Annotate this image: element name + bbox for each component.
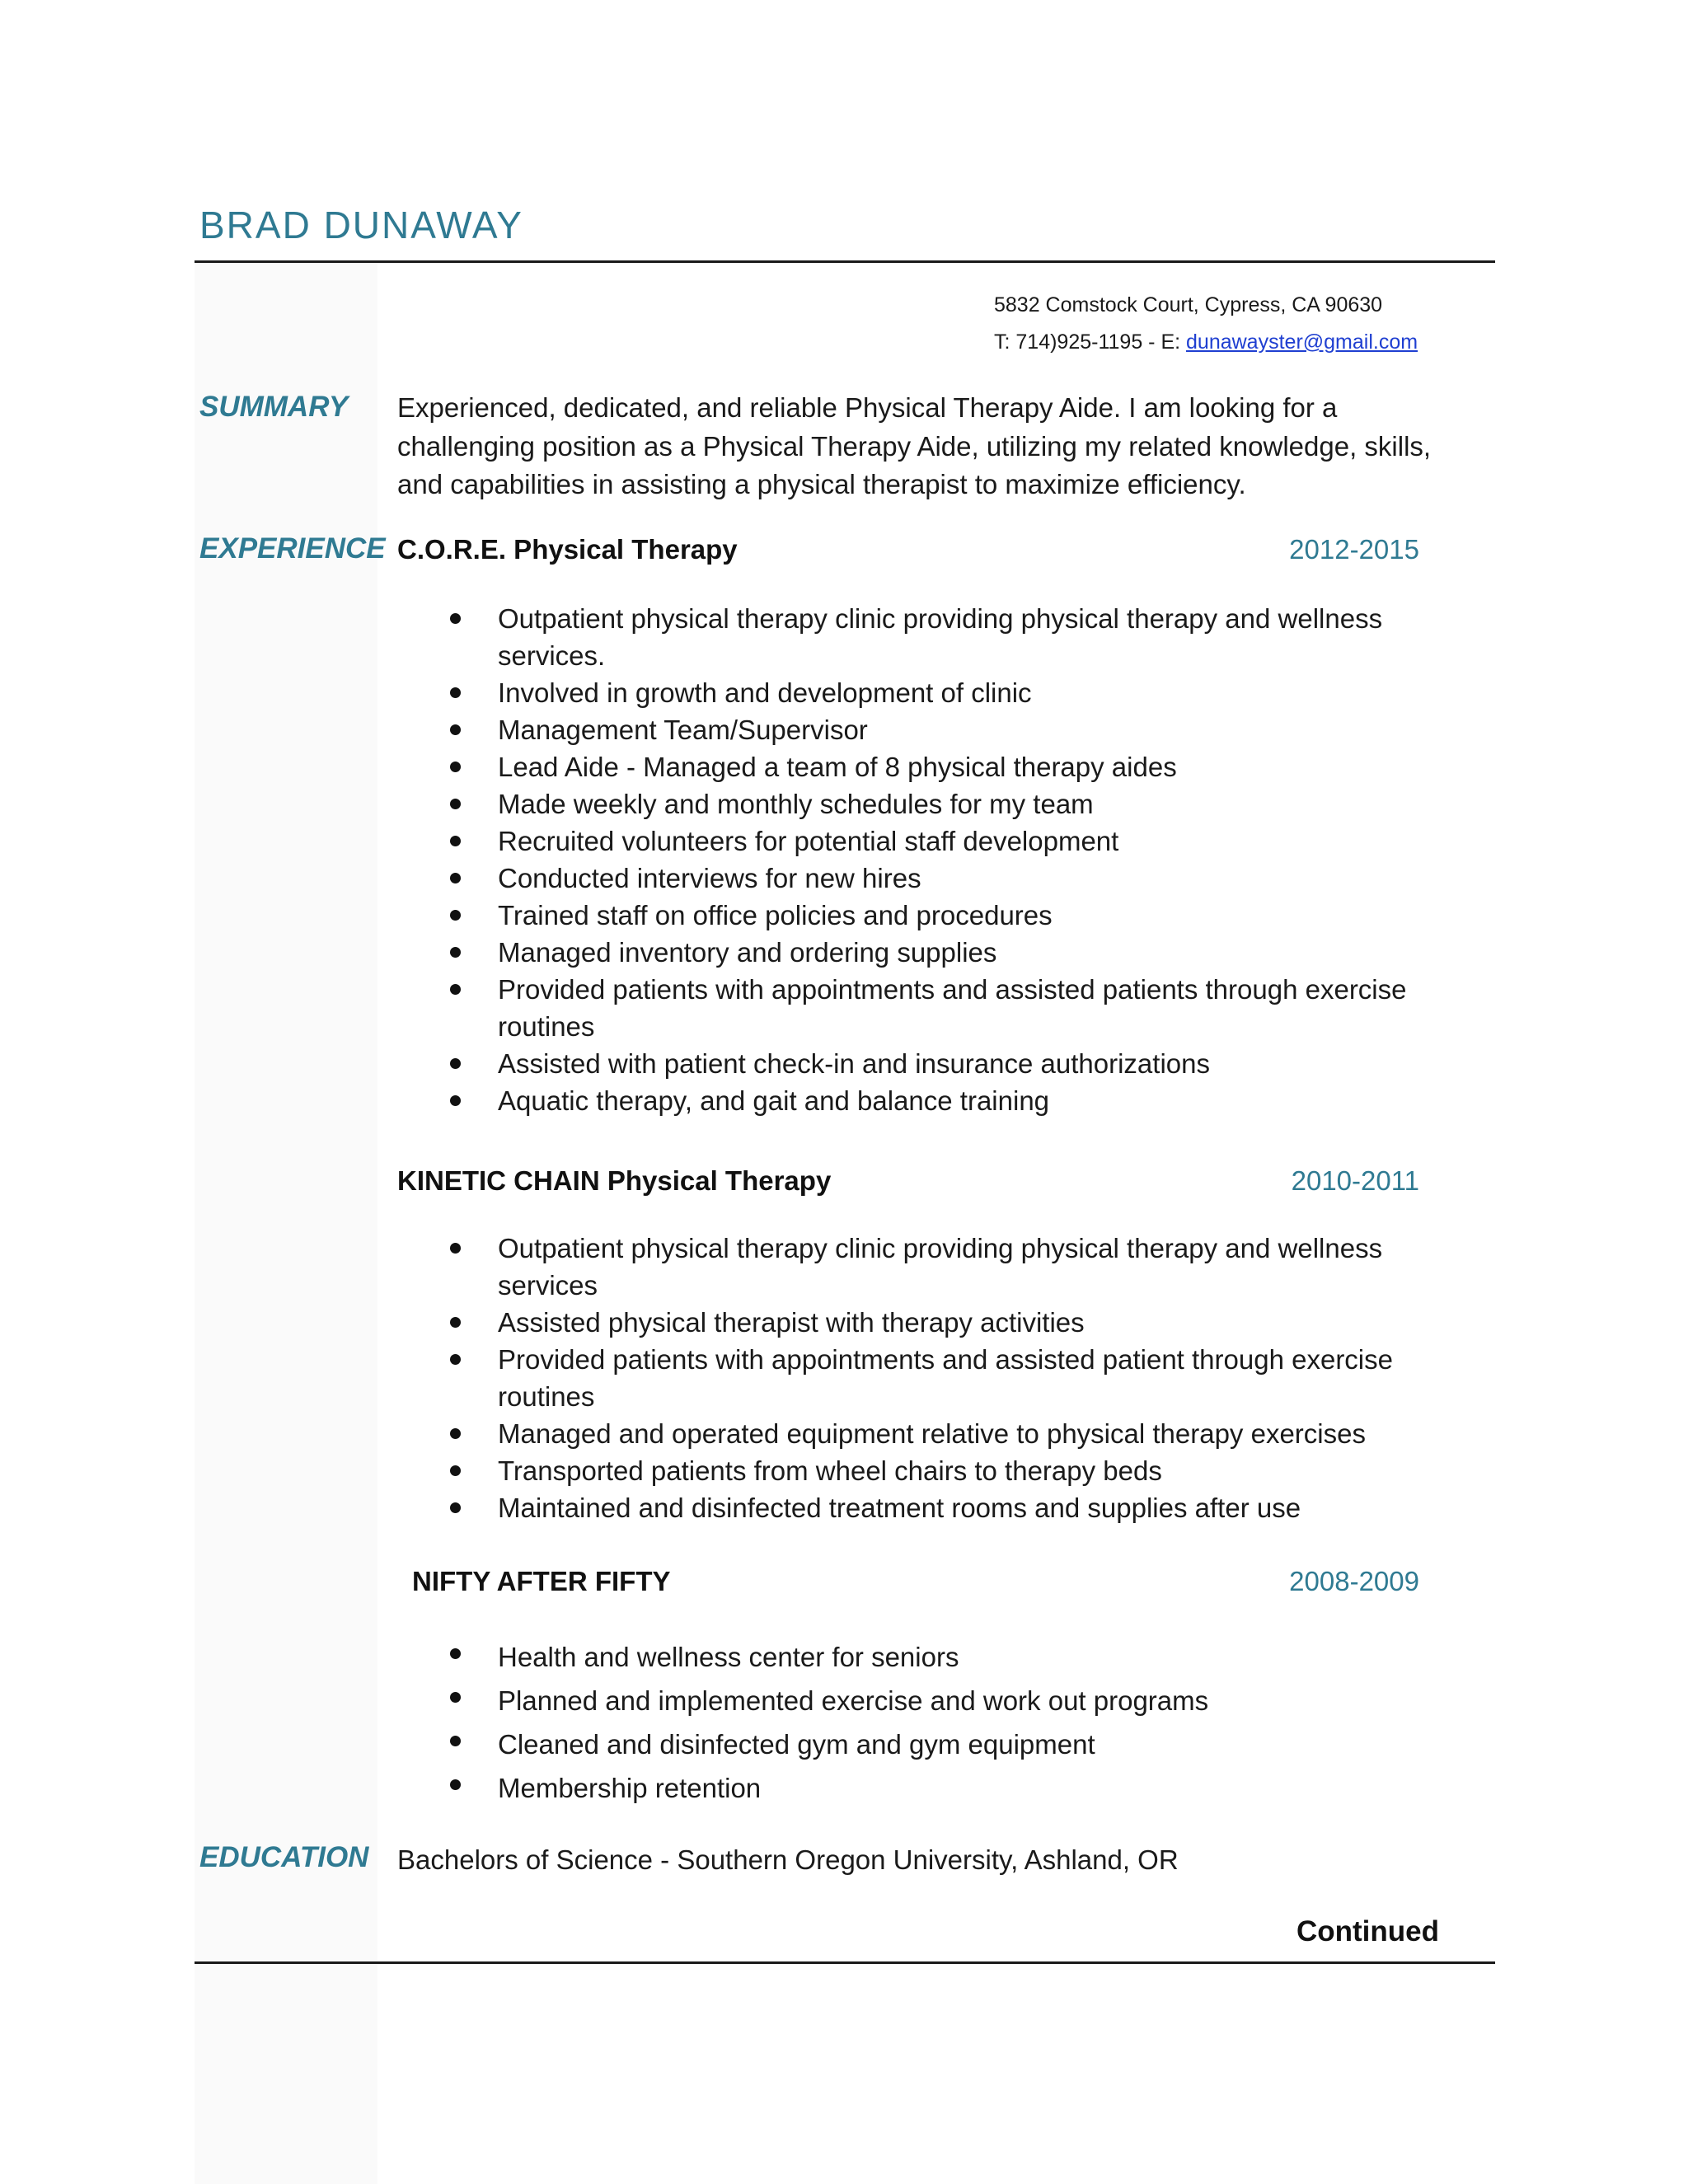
job-dates-nifty: 2008-2009: [1289, 1566, 1419, 1596]
contact-address: 5832 Comstock Court, Cypress, CA 90630: [994, 293, 1383, 316]
summary-label: SUMMARY: [199, 391, 349, 423]
bullet-icon: [450, 1428, 461, 1439]
list-item: Health and wellness center for seniors: [445, 1635, 1467, 1679]
list-item: Management Team/Supervisor: [445, 711, 1467, 748]
bullet-icon: [450, 1648, 461, 1659]
bullet-icon: [450, 910, 461, 921]
bullet-icon: [450, 1779, 461, 1790]
list-item: Managed and operated equipment relative to physical therapy exercises: [445, 1415, 1467, 1452]
bullet-icon: [450, 984, 461, 995]
bullet-icon: [450, 1058, 461, 1069]
job-bullets-kinetic: [445, 1230, 1467, 1526]
bullet-icon: [450, 724, 461, 735]
list-item: Recruited volunteers for potential staff development: [445, 823, 1467, 860]
bullet-icon: [450, 1502, 461, 1513]
list-item: Aquatic therapy, and gait and balance training: [445, 1082, 1467, 1119]
bullet-icon: [450, 687, 461, 698]
experience-label: EXPERIENCE: [199, 532, 386, 565]
list-item: Conducted interviews for new hires: [445, 860, 1467, 897]
bullet-icon: [450, 1317, 461, 1328]
job-title-core: C.O.R.E. Physical Therapy: [397, 534, 738, 565]
list-item: Assisted with patient check-in and insurance authorizations: [445, 1045, 1467, 1082]
bullet-icon: [450, 799, 461, 809]
bullet-icon: [450, 1465, 461, 1476]
list-item: Trained staff on office policies and procedures: [445, 897, 1467, 934]
list-item: Lead Aide - Managed a team of 8 physical therapy aides: [445, 748, 1467, 785]
list-item: Provided patients with appointments and assisted patient through exercise routines: [445, 1341, 1467, 1415]
list-item: Managed inventory and ordering supplies: [445, 934, 1467, 971]
list-item: Membership retention: [445, 1766, 1467, 1810]
bullet-icon: [450, 1095, 461, 1106]
list-item: Outpatient physical therapy clinic providing physical therapy and wellness services.: [445, 600, 1467, 674]
list-item: Provided patients with appointments and assisted patients through exercise routines: [445, 971, 1467, 1045]
job-dates-core: 2012-2015: [1289, 534, 1419, 565]
job-bullets-nifty: [445, 1635, 1467, 1810]
education-text: Bachelors of Science - Southern Oregon University, Ashland, OR: [397, 1844, 1179, 1875]
list-item: Outpatient physical therapy clinic providing physical therapy and wellness services: [445, 1230, 1467, 1304]
bullet-icon: [450, 947, 461, 958]
summary-text: Experienced, dedicated, and reliable Physical Therapy Aide. I am looking for a challenging position as a Physical Therapy Aide, utilizing my related knowledge, skills, and capabilities in assisting a physical therapist to maximize efficiency.: [397, 392, 1432, 499]
bullet-icon: [450, 613, 461, 624]
list-item: Transported patients from wheel chairs to therapy beds: [445, 1452, 1467, 1489]
bullet-icon: [450, 836, 461, 846]
footer-divider: [195, 1961, 1495, 1964]
continued-label: Continued: [1296, 1915, 1439, 1947]
job-dates-kinetic: 2010-2011: [1291, 1165, 1419, 1196]
list-item: Involved in growth and development of clinic: [445, 674, 1467, 711]
list-item: Maintained and disinfected treatment rooms and supplies after use: [445, 1489, 1467, 1526]
candidate-name: BRAD DUNAWAY: [199, 204, 523, 246]
job-title-nifty: NIFTY AFTER FIFTY: [412, 1566, 671, 1596]
email-link[interactable]: dunawayster@gmail.com: [1186, 330, 1418, 354]
job-bullets-core: [445, 600, 1467, 1119]
bullet-icon: [450, 1354, 461, 1365]
list-item: Cleaned and disinfected gym and gym equipment: [445, 1722, 1467, 1766]
contact-phone: T: 714)925-1195 - E:: [994, 330, 1187, 354]
list-item: Made weekly and monthly schedules for my team: [445, 785, 1467, 823]
bullet-icon: [450, 762, 461, 772]
list-item: Planned and implemented exercise and work out programs: [445, 1679, 1467, 1722]
bullet-icon: [450, 1243, 461, 1254]
contact-line: [994, 330, 1418, 354]
job-title-kinetic: KINETIC CHAIN Physical Therapy: [397, 1165, 832, 1196]
bullet-icon: [450, 873, 461, 883]
header-divider: [195, 260, 1495, 263]
bullet-icon: [450, 1736, 461, 1746]
bullet-icon: [450, 1692, 461, 1703]
list-item: Assisted physical therapist with therapy activities: [445, 1304, 1467, 1341]
education-label: EDUCATION: [199, 1841, 369, 1873]
